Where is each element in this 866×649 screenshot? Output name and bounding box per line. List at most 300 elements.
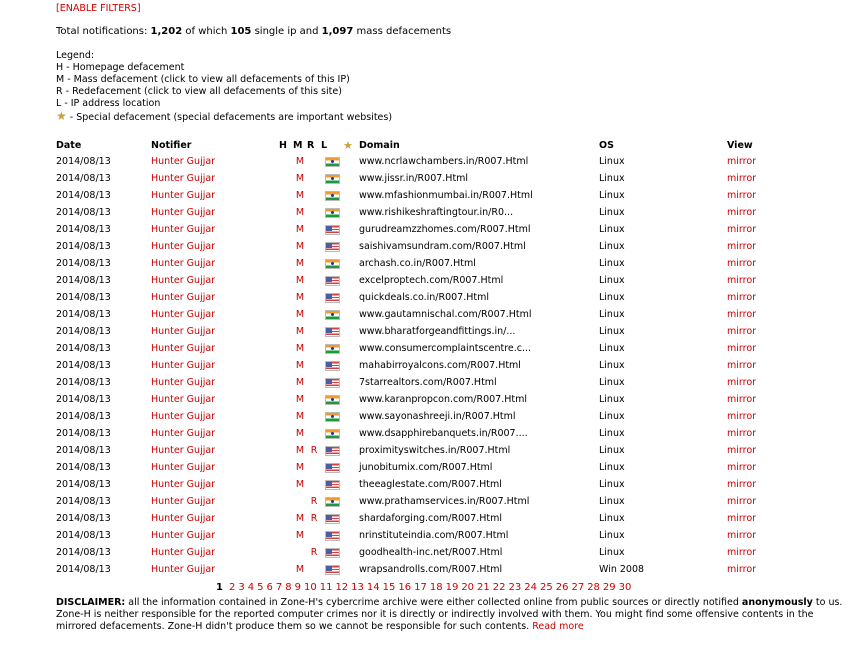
usa-flag-icon xyxy=(325,446,340,456)
row-view[interactable] xyxy=(727,323,787,340)
row-domain: theeaglestate.com/R007.Html xyxy=(359,479,502,490)
row-notifier[interactable] xyxy=(151,459,279,476)
row-view[interactable] xyxy=(727,459,787,476)
redeface-link[interactable]: R xyxy=(310,513,318,524)
row-notifier[interactable] xyxy=(151,272,279,289)
row-r[interactable] xyxy=(307,187,321,204)
mass-link[interactable]: M xyxy=(295,275,305,286)
row-date: 2014/08/13 xyxy=(56,156,111,167)
row-notifier[interactable] xyxy=(151,255,279,272)
row-h xyxy=(279,408,293,425)
row-view[interactable] xyxy=(727,544,787,561)
india-flag-icon xyxy=(325,174,340,184)
page-link[interactable]: 16 xyxy=(398,582,412,593)
row-r[interactable] xyxy=(307,425,321,442)
row-os: Linux xyxy=(599,513,625,524)
row-location xyxy=(321,357,343,374)
mass-link[interactable]: M xyxy=(295,479,305,490)
india-flag-icon xyxy=(325,259,340,269)
row-view[interactable] xyxy=(727,357,787,374)
page-link[interactable]: 22 xyxy=(492,582,506,593)
row-m[interactable] xyxy=(293,561,307,578)
row-domain: gurudreamzzhomes.com/R007.Html xyxy=(359,224,531,235)
mirror-link[interactable]: mirror xyxy=(727,258,757,269)
redeface-link[interactable]: R xyxy=(310,496,318,507)
row-r[interactable] xyxy=(307,289,321,306)
legend xyxy=(56,50,392,124)
row-special xyxy=(343,408,357,425)
row-view[interactable] xyxy=(727,476,787,493)
row-r[interactable] xyxy=(307,459,321,476)
row-r[interactable] xyxy=(307,238,321,255)
page-current: 1 xyxy=(216,582,223,593)
row-notifier[interactable] xyxy=(151,561,279,578)
legend-r: R - Redefacement (click to view all defacements of this site) xyxy=(56,86,342,97)
page-link[interactable]: 4 xyxy=(247,582,255,593)
row-m[interactable] xyxy=(293,221,307,238)
row-r[interactable] xyxy=(307,170,321,187)
row-notifier[interactable] xyxy=(151,153,279,170)
notifier-link[interactable]: Hunter Gujjar xyxy=(151,428,216,439)
page-link[interactable]: 20 xyxy=(461,582,475,593)
mirror-link[interactable]: mirror xyxy=(727,479,757,490)
row-r[interactable] xyxy=(307,391,321,408)
mass-count: 1,097 xyxy=(321,26,354,37)
mass-link[interactable]: M xyxy=(295,360,305,371)
row-notifier[interactable] xyxy=(151,408,279,425)
india-flag-icon xyxy=(325,497,340,507)
row-domain: www.dsapphirebanquets.in/R007.... xyxy=(359,428,528,439)
mirror-link[interactable]: mirror xyxy=(727,241,757,252)
row-h xyxy=(279,374,293,391)
row-m[interactable] xyxy=(293,306,307,323)
row-m[interactable] xyxy=(293,459,307,476)
total-suffix: mass defacements xyxy=(356,26,452,37)
usa-flag-icon xyxy=(325,514,340,524)
row-notifier[interactable] xyxy=(151,204,279,221)
mirror-link[interactable]: mirror xyxy=(727,190,757,201)
row-date: 2014/08/13 xyxy=(56,547,111,558)
row-domain: junobitumix.com/R007.Html xyxy=(359,462,493,473)
table-header xyxy=(56,137,787,153)
notifier-link[interactable]: Hunter Gujjar xyxy=(151,360,216,371)
notifier-link[interactable]: Hunter Gujjar xyxy=(151,275,216,286)
row-os: Linux xyxy=(599,275,625,286)
notifier-link[interactable]: Hunter Gujjar xyxy=(151,513,216,524)
mirror-link[interactable]: mirror xyxy=(727,564,757,575)
row-special xyxy=(343,340,357,357)
table-row xyxy=(56,170,787,187)
row-m[interactable] xyxy=(293,255,307,272)
row-r[interactable] xyxy=(307,561,321,578)
row-view[interactable] xyxy=(727,510,787,527)
mass-link[interactable]: M xyxy=(295,445,305,456)
page-link[interactable]: 15 xyxy=(382,582,396,593)
usa-flag-icon xyxy=(325,293,340,303)
mirror-link[interactable]: mirror xyxy=(727,309,757,320)
star-icon: ★ xyxy=(56,109,67,123)
row-view[interactable] xyxy=(727,340,787,357)
notifier-link[interactable]: Hunter Gujjar xyxy=(151,479,216,490)
row-os: Linux xyxy=(599,309,625,320)
row-m[interactable] xyxy=(293,340,307,357)
row-os: Linux xyxy=(599,496,625,507)
mass-link[interactable]: M xyxy=(295,564,305,575)
page-link[interactable]: 29 xyxy=(602,582,616,593)
row-special xyxy=(343,476,357,493)
row-date: 2014/08/13 xyxy=(56,343,111,354)
mass-link[interactable]: M xyxy=(295,326,305,337)
row-view[interactable] xyxy=(727,527,787,544)
row-date: 2014/08/13 xyxy=(56,207,111,218)
mass-link[interactable]: M xyxy=(295,156,305,167)
row-m[interactable] xyxy=(293,357,307,374)
mirror-link[interactable]: mirror xyxy=(727,377,757,388)
mirror-link[interactable]: mirror xyxy=(727,530,757,541)
row-notifier[interactable] xyxy=(151,289,279,306)
row-notifier[interactable] xyxy=(151,442,279,459)
row-notifier[interactable] xyxy=(151,323,279,340)
redeface-link[interactable]: R xyxy=(310,547,318,558)
row-r[interactable] xyxy=(307,408,321,425)
row-h xyxy=(279,561,293,578)
mass-link[interactable]: M xyxy=(295,428,305,439)
row-h xyxy=(279,323,293,340)
row-special xyxy=(343,170,357,187)
single-ip-count: 105 xyxy=(230,26,252,37)
row-os: Linux xyxy=(599,377,625,388)
page-link[interactable]: 10 xyxy=(303,582,317,593)
table-row xyxy=(56,510,787,527)
table-row xyxy=(56,323,787,340)
col-m: M xyxy=(293,139,303,151)
row-special xyxy=(343,493,357,510)
row-notifier[interactable] xyxy=(151,221,279,238)
page-link[interactable]: 28 xyxy=(587,582,600,593)
row-location xyxy=(321,255,343,272)
row-view[interactable] xyxy=(727,187,787,204)
page-link[interactable]: 19 xyxy=(445,582,459,593)
table-row xyxy=(56,561,787,578)
row-m[interactable] xyxy=(293,187,307,204)
row-os: Linux xyxy=(599,360,625,371)
row-h xyxy=(279,153,293,170)
page-link[interactable]: 3 xyxy=(238,582,245,593)
row-notifier[interactable] xyxy=(151,170,279,187)
row-m[interactable] xyxy=(293,289,307,306)
notifier-link[interactable]: Hunter Gujjar xyxy=(151,547,216,558)
usa-flag-icon xyxy=(325,463,340,473)
notifier-link[interactable]: Hunter Gujjar xyxy=(151,530,216,541)
row-m[interactable] xyxy=(293,527,307,544)
notifier-link[interactable]: Hunter Gujjar xyxy=(151,292,216,303)
page-link[interactable]: 17 xyxy=(414,582,427,593)
mirror-link[interactable]: mirror xyxy=(727,326,757,337)
notifier-link[interactable]: Hunter Gujjar xyxy=(151,496,216,507)
col-domain: Domain xyxy=(359,139,400,151)
mass-link[interactable]: M xyxy=(295,292,305,303)
row-special xyxy=(343,425,357,442)
row-special xyxy=(343,221,357,238)
row-view[interactable] xyxy=(727,255,787,272)
row-domain: www.mfashionmumbai.in/R007.Html xyxy=(359,190,533,201)
row-os: Win 2008 xyxy=(599,564,645,575)
row-domain: www.prathamservices.in/R007.Html xyxy=(359,496,530,507)
row-view[interactable] xyxy=(727,221,787,238)
row-notifier[interactable] xyxy=(151,527,279,544)
row-notifier[interactable] xyxy=(151,357,279,374)
row-date: 2014/08/13 xyxy=(56,309,111,320)
mass-link[interactable]: M xyxy=(295,411,305,422)
table-row xyxy=(56,255,787,272)
row-domain: saishivamsundram.com/R007.Html xyxy=(359,241,526,252)
notifier-link[interactable]: Hunter Gujjar xyxy=(151,411,216,422)
row-date: 2014/08/13 xyxy=(56,326,111,337)
row-special xyxy=(343,187,357,204)
row-date: 2014/08/13 xyxy=(56,564,111,575)
page-link[interactable]: 13 xyxy=(351,582,364,593)
row-notifier[interactable] xyxy=(151,306,279,323)
row-r[interactable] xyxy=(307,323,321,340)
notifier-link[interactable]: Hunter Gujjar xyxy=(151,462,216,473)
row-date: 2014/08/13 xyxy=(56,190,111,201)
table-body xyxy=(56,153,787,578)
row-notifier[interactable] xyxy=(151,391,279,408)
row-view[interactable] xyxy=(727,442,787,459)
page-link[interactable]: 7 xyxy=(275,582,283,593)
notifier-link[interactable]: Hunter Gujjar xyxy=(151,394,216,405)
row-r[interactable] xyxy=(307,340,321,357)
mass-link[interactable]: M xyxy=(295,343,305,354)
row-view[interactable] xyxy=(727,170,787,187)
notifier-link[interactable]: Hunter Gujjar xyxy=(151,309,216,320)
row-m[interactable] xyxy=(293,408,307,425)
row-r[interactable] xyxy=(307,306,321,323)
notifier-link[interactable]: Hunter Gujjar xyxy=(151,377,216,388)
row-date: 2014/08/13 xyxy=(56,462,111,473)
mirror-link[interactable]: mirror xyxy=(727,292,757,303)
mirror-link[interactable]: mirror xyxy=(727,224,757,235)
notifier-link[interactable]: Hunter Gujjar xyxy=(151,326,216,337)
mirror-link[interactable]: mirror xyxy=(727,360,757,371)
row-r[interactable] xyxy=(307,204,321,221)
mass-link[interactable]: M xyxy=(295,258,305,269)
row-notifier[interactable] xyxy=(151,187,279,204)
page-link[interactable]: 27 xyxy=(571,582,585,593)
row-os: Linux xyxy=(599,258,625,269)
row-m[interactable] xyxy=(293,544,307,561)
row-special xyxy=(343,374,357,391)
row-r[interactable] xyxy=(307,476,321,493)
row-h xyxy=(279,204,293,221)
row-m[interactable] xyxy=(293,374,307,391)
defacements-table xyxy=(56,137,787,578)
notifier-link[interactable]: Hunter Gujjar xyxy=(151,343,216,354)
page-link[interactable]: 21 xyxy=(477,582,490,593)
mass-link[interactable]: M xyxy=(295,513,305,524)
page-link[interactable]: 26 xyxy=(555,582,569,593)
usa-flag-icon xyxy=(325,565,340,575)
mass-link[interactable]: M xyxy=(295,241,305,252)
row-os: Linux xyxy=(599,292,625,303)
page-link[interactable]: 30 xyxy=(618,582,632,593)
row-r[interactable] xyxy=(307,272,321,289)
page-link[interactable]: 18 xyxy=(429,582,443,593)
page-link[interactable]: 24 xyxy=(524,582,537,593)
disclaimer-label: DISCLAIMER: xyxy=(56,597,126,608)
row-m[interactable] xyxy=(293,204,307,221)
row-r[interactable] xyxy=(307,527,321,544)
row-view[interactable] xyxy=(727,391,787,408)
row-r[interactable] xyxy=(307,442,321,459)
mirror-link[interactable]: mirror xyxy=(727,394,757,405)
row-notifier[interactable] xyxy=(151,238,279,255)
page-link[interactable]: 11 xyxy=(319,582,333,593)
notifier-link[interactable]: Hunter Gujjar xyxy=(151,241,216,252)
page-link[interactable]: 9 xyxy=(294,582,301,593)
mirror-link[interactable]: mirror xyxy=(727,445,757,456)
mirror-link[interactable]: mirror xyxy=(727,411,757,422)
notifier-link[interactable]: Hunter Gujjar xyxy=(151,156,216,167)
row-m[interactable] xyxy=(293,425,307,442)
mass-link[interactable]: M xyxy=(295,530,305,541)
mirror-link[interactable]: mirror xyxy=(727,513,757,524)
row-r[interactable] xyxy=(307,153,321,170)
row-r[interactable] xyxy=(307,357,321,374)
row-special xyxy=(343,510,357,527)
row-m[interactable] xyxy=(293,442,307,459)
page-link[interactable]: 25 xyxy=(539,582,553,593)
row-r[interactable] xyxy=(307,221,321,238)
row-notifier[interactable] xyxy=(151,374,279,391)
mass-link[interactable]: M xyxy=(295,309,305,320)
mass-link[interactable]: M xyxy=(295,224,305,235)
row-m[interactable] xyxy=(293,238,307,255)
row-view[interactable] xyxy=(727,204,787,221)
row-r[interactable] xyxy=(307,493,321,510)
row-notifier[interactable] xyxy=(151,476,279,493)
row-domain: shardaforging.com/R007.Html xyxy=(359,513,503,524)
row-h xyxy=(279,527,293,544)
mirror-link[interactable]: mirror xyxy=(727,173,757,184)
row-h xyxy=(279,187,293,204)
mirror-link[interactable]: mirror xyxy=(727,547,757,558)
row-notifier[interactable] xyxy=(151,493,279,510)
redeface-link[interactable]: R xyxy=(310,445,318,456)
row-view[interactable] xyxy=(727,306,787,323)
row-h xyxy=(279,289,293,306)
mass-link[interactable]: M xyxy=(295,207,305,218)
notifier-link[interactable]: Hunter Gujjar xyxy=(151,445,216,456)
row-os: Linux xyxy=(599,479,625,490)
table-row xyxy=(56,527,787,544)
notifier-link[interactable]: Hunter Gujjar xyxy=(151,173,216,184)
legend-special xyxy=(56,110,392,124)
row-m[interactable] xyxy=(293,391,307,408)
mirror-link[interactable]: mirror xyxy=(727,428,757,439)
row-m[interactable] xyxy=(293,153,307,170)
row-view[interactable] xyxy=(727,238,787,255)
notifier-link[interactable]: Hunter Gujjar xyxy=(151,564,216,575)
page-link[interactable]: 23 xyxy=(508,582,522,593)
page-link[interactable]: 12 xyxy=(335,582,349,593)
notifier-link[interactable]: Hunter Gujjar xyxy=(151,190,216,201)
page-link[interactable]: 2 xyxy=(228,582,236,593)
india-flag-icon xyxy=(325,395,340,405)
total-mid1: of which xyxy=(185,26,228,37)
table-row xyxy=(56,459,787,476)
page-link[interactable]: 5 xyxy=(257,582,264,593)
row-special xyxy=(343,391,357,408)
row-m[interactable] xyxy=(293,493,307,510)
row-r[interactable] xyxy=(307,544,321,561)
row-special xyxy=(343,204,357,221)
row-os: Linux xyxy=(599,224,625,235)
mass-link[interactable]: M xyxy=(295,462,305,473)
notifier-link[interactable]: Hunter Gujjar xyxy=(151,207,216,218)
mirror-link[interactable]: mirror xyxy=(727,496,757,507)
row-notifier[interactable] xyxy=(151,510,279,527)
row-view[interactable] xyxy=(727,374,787,391)
row-m[interactable] xyxy=(293,510,307,527)
mirror-link[interactable]: mirror xyxy=(727,275,757,286)
row-m[interactable] xyxy=(293,170,307,187)
row-r[interactable] xyxy=(307,255,321,272)
row-view[interactable] xyxy=(727,289,787,306)
row-notifier[interactable] xyxy=(151,544,279,561)
row-r[interactable] xyxy=(307,374,321,391)
row-m[interactable] xyxy=(293,272,307,289)
row-m[interactable] xyxy=(293,476,307,493)
mass-link[interactable]: M xyxy=(295,190,305,201)
read-more-link[interactable]: Read more xyxy=(532,621,584,632)
row-r[interactable] xyxy=(307,510,321,527)
mirror-link[interactable]: mirror xyxy=(727,343,757,354)
row-location xyxy=(321,561,343,578)
row-notifier[interactable] xyxy=(151,340,279,357)
row-domain: 7starrealtors.com/R007.Html xyxy=(359,377,497,388)
notifier-link[interactable]: Hunter Gujjar xyxy=(151,258,216,269)
row-view[interactable] xyxy=(727,561,787,578)
row-os: Linux xyxy=(599,190,625,201)
usa-flag-icon xyxy=(325,548,340,558)
row-domain: quickdeals.co.in/R007.Html xyxy=(359,292,489,303)
enable-filters-link[interactable]: [ENABLE FILTERS] xyxy=(56,3,141,14)
row-date: 2014/08/13 xyxy=(56,224,111,235)
row-notifier[interactable] xyxy=(151,425,279,442)
row-view[interactable] xyxy=(727,272,787,289)
row-special xyxy=(343,323,357,340)
mirror-link[interactable]: mirror xyxy=(727,207,757,218)
row-special xyxy=(343,459,357,476)
page-link[interactable]: 14 xyxy=(366,582,380,593)
row-location xyxy=(321,323,343,340)
page-link[interactable]: 6 xyxy=(266,582,273,593)
row-view[interactable] xyxy=(727,408,787,425)
row-view[interactable] xyxy=(727,153,787,170)
mass-link[interactable]: M xyxy=(295,173,305,184)
notifier-link[interactable]: Hunter Gujjar xyxy=(151,224,216,235)
mass-link[interactable]: M xyxy=(295,394,305,405)
row-view[interactable] xyxy=(727,493,787,510)
page-link[interactable]: 8 xyxy=(285,582,292,593)
mirror-link[interactable]: mirror xyxy=(727,462,757,473)
row-location xyxy=(321,221,343,238)
mass-link[interactable]: M xyxy=(295,377,305,388)
row-m[interactable] xyxy=(293,323,307,340)
mirror-link[interactable]: mirror xyxy=(727,156,757,167)
row-view[interactable] xyxy=(727,425,787,442)
